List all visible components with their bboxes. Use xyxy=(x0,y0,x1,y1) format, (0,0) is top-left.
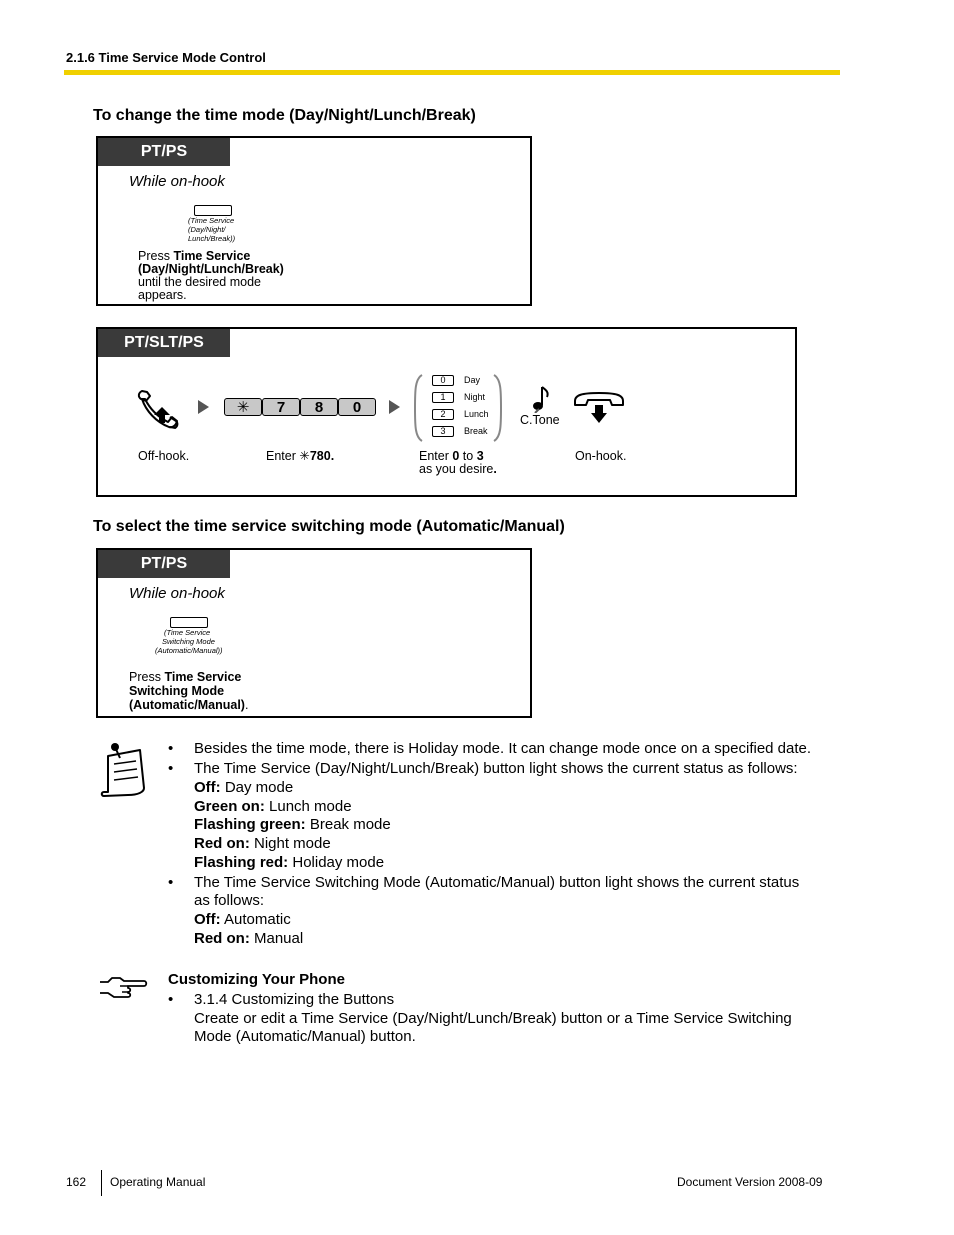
switching-mode-button-icon xyxy=(170,617,208,628)
pt-slt-ps-box xyxy=(96,327,797,497)
customizing-desc-2: Mode (Automatic/Manual) button. xyxy=(194,1028,416,1045)
section-heading: 2.1.6 Time Service Mode Control xyxy=(66,50,266,65)
status-item: Green on: Lunch mode xyxy=(194,798,352,815)
step-enter-code: Enter ✳780. xyxy=(266,449,335,463)
press-instruction: Press Time Service (Day/Night/Lunch/Break) until the desired mode appears. xyxy=(138,249,284,302)
ctone-label: C.Tone xyxy=(520,413,560,427)
bullet: • xyxy=(168,991,174,1008)
mode-key-0: 0 xyxy=(432,375,454,386)
status-item: Flashing green: Break mode xyxy=(194,816,391,833)
pt-ps-box-switching-mode xyxy=(96,548,532,718)
bullet: • xyxy=(168,874,174,891)
button-caption-3: (Automatic/Manual)) xyxy=(155,646,223,655)
note-1: Besides the time mode, there is Holiday mode. It can change mode once on a specified date. xyxy=(194,740,812,757)
status-item: Off: Automatic xyxy=(194,911,291,928)
header-rule xyxy=(64,70,840,75)
mode-label-break: Break xyxy=(464,426,488,436)
status-item: Off: Day mode xyxy=(194,779,294,796)
notepad-icon xyxy=(98,740,148,798)
step-on-hook: On-hook. xyxy=(575,449,627,463)
condition-text: While on-hook xyxy=(129,173,225,190)
step-arrow-icon xyxy=(389,400,400,414)
pointing-hand-icon xyxy=(98,974,148,1000)
customizing-title: Customizing Your Phone xyxy=(168,971,345,988)
section1-title: To change the time mode (Day/Night/Lunch/Break) xyxy=(93,107,476,124)
note-3-cont: as follows: xyxy=(194,892,265,909)
pt-ps-box-time-mode xyxy=(96,136,532,306)
document-version: Document Version 2008-09 xyxy=(677,1175,823,1189)
page-number: 162 xyxy=(66,1175,87,1189)
step-enter-mode: Enter 0 to 3 as you desire. xyxy=(419,449,497,476)
on-hook-handset-icon xyxy=(572,389,626,427)
tab-label: PT/PS xyxy=(98,138,230,166)
tab-label: PT/PS xyxy=(98,550,230,578)
status-item: Red on: Night mode xyxy=(194,835,331,852)
button-caption-1: (Time Service xyxy=(188,216,235,225)
condition-text: While on-hook xyxy=(129,585,225,602)
customizing-ref-link[interactable]: 3.1.4 Customizing the Buttons xyxy=(194,991,395,1008)
button-caption-2: Switching Mode xyxy=(162,637,215,646)
bullet: • xyxy=(168,740,174,757)
customizing-desc-1: Create or edit a Time Service (Day/Night/Lunch/Break) button or a Time Service Switching xyxy=(194,1010,792,1027)
step-arrow-icon xyxy=(198,400,209,414)
star-key: ✳ xyxy=(224,398,262,416)
button-caption-3: Lunch/Break)) xyxy=(188,234,236,243)
bullet: • xyxy=(168,760,174,777)
mode-key-3: 3 xyxy=(432,426,454,437)
mode-label-lunch: Lunch xyxy=(464,409,489,419)
section2-title: To select the time service switching mode (Automatic/Manual) xyxy=(93,518,565,535)
mode-key-1: 1 xyxy=(432,392,454,403)
mode-label-night: Night xyxy=(464,392,486,402)
key-7: 7 xyxy=(262,398,300,416)
manual-title: Operating Manual xyxy=(110,1175,206,1189)
off-hook-handset-icon xyxy=(136,387,186,431)
note-2: The Time Service (Day/Night/Lunch/Break) button light shows the current status as follows: xyxy=(194,760,798,777)
music-note-icon xyxy=(532,385,552,413)
footer-divider xyxy=(101,1170,102,1196)
step-off-hook: Off-hook. xyxy=(138,449,190,463)
button-caption-1: (Time Service xyxy=(164,628,211,637)
mode-key-2: 2 xyxy=(432,409,454,420)
button-caption-2: (Day/Night/ xyxy=(188,225,226,234)
key-8: 8 xyxy=(300,398,338,416)
key-0: 0 xyxy=(338,398,376,416)
note-3: The Time Service Switching Mode (Automatic/Manual) button light shows the current status xyxy=(194,874,800,891)
tab-label: PT/SLT/PS xyxy=(98,329,230,357)
status-item: Flashing red: Holiday mode xyxy=(194,854,385,871)
status-item: Red on: Manual xyxy=(194,930,304,947)
mode-label-day: Day xyxy=(464,375,481,385)
time-service-button-icon xyxy=(194,205,232,216)
mode-bracket-icon xyxy=(412,373,504,443)
press-instruction: Press Time Service Switching Mode (Automatic/Manual). xyxy=(129,670,249,712)
